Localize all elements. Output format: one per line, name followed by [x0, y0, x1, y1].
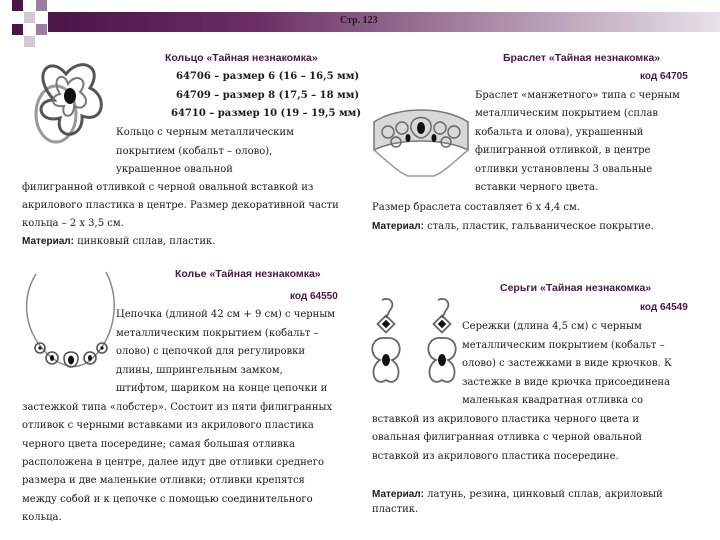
bracelet-desc-line: отливки установлены 3 овальные — [475, 164, 653, 175]
ring-desc-line: Кольцо с черным металлическим — [116, 127, 294, 138]
earrings-desc-line: металлическим покрытием (кобальт – — [462, 340, 665, 351]
bracelet-desc-line: Браслет «манжетного» типа с черным — [475, 90, 680, 101]
necklace-title: Колье «Тайная незнакомка» — [175, 268, 321, 280]
earrings-desc-line: овальная филигранная отливка с черной овальной — [372, 432, 643, 443]
necklace-desc-line: отливок с черными вставками из акрилового пластика — [22, 420, 314, 431]
earrings-desc-line: Сережки (длина 4,5 см) с черным — [462, 321, 642, 332]
earrings-desc-line: вставкой из акрилового пластика посередине. — [372, 451, 619, 462]
earrings-desc-line: вставкой из акрилового пластика черного цвета и — [372, 414, 640, 425]
ring-size: 64706 – размер 6 (16 – 16,5 мм) — [176, 71, 360, 82]
necklace-desc-line: между собой и к цепочке с помощью соединительного — [22, 494, 313, 505]
bracelet-size: Размер браслета составляет 6 х 4,4 см. — [372, 202, 580, 213]
bracelet-code: код 64705 — [640, 71, 688, 82]
necklace-image — [18, 262, 122, 382]
decor-square — [12, 24, 23, 35]
material-value: латунь, резина, цинковый сплав, акриловый — [427, 489, 663, 500]
earrings-code: код 64549 — [640, 302, 688, 313]
earrings-desc-line: олово) с застежками в виде крючков. К — [462, 358, 672, 369]
ring-desc-line: филигранной отливкой с черной овальной вставкой из — [22, 182, 314, 193]
ring-image — [20, 44, 112, 152]
bracelet-image — [368, 92, 474, 180]
ring-desc-line: украшенное овальной — [116, 164, 233, 175]
ring-desc-line: покрытием (кобальт – олово), — [116, 146, 273, 157]
necklace-desc-line: штифтом, шариком на конце цепочки и — [116, 383, 328, 394]
necklace-code: код 64550 — [290, 291, 338, 302]
bracelet-desc-line: вставки черного цвета. — [475, 182, 599, 193]
ring-desc-line: акрилового пластика в центре. Размер декоративной части — [22, 200, 339, 211]
decor-square — [36, 0, 47, 11]
ring-material — [22, 235, 215, 248]
necklace-desc-line: длины, шпрингельным замком, — [116, 365, 283, 376]
decor-square — [36, 24, 47, 35]
decor-square — [12, 0, 23, 11]
bracelet-desc-line: филигранной отливкой, в центре — [475, 145, 651, 156]
bracelet-desc-line: металлическим покрытием (сплав — [475, 108, 659, 119]
ring-size: 64709 – размер 8 (17,5 – 18 мм) — [176, 90, 360, 101]
necklace-desc-line: кольца. — [22, 512, 62, 523]
necklace-desc-line: черного цвета посередине; самая большая отливка — [22, 439, 295, 450]
necklace-desc-line: застежкой типа «лобстер». Состоит из пяти филигранных — [22, 402, 333, 413]
bracelet-desc-line: кобальта и олова), украшенный — [475, 127, 644, 138]
ring-desc-line: кольца – 2 х 3,5 см. — [22, 218, 124, 229]
earrings-image — [360, 296, 468, 400]
earrings-title: Серьги «Тайная незнакомка» — [500, 282, 652, 294]
ring-title: Кольцо «Тайная незнакомка» — [165, 52, 318, 64]
earrings-material-cont: пластик. — [372, 504, 419, 515]
earrings-desc-line: маленькая квадратная отливка со — [462, 395, 644, 406]
earrings-desc-line: застежке в виде крючка присоединена — [462, 377, 671, 388]
necklace-desc-line: расположена в центре, далее идут две отливки среднего — [22, 457, 324, 468]
header-band — [48, 12, 720, 32]
ring-size: 64710 – размер 10 (19 – 19,5 мм) — [171, 108, 362, 119]
material-label: Материал: — [22, 236, 74, 247]
necklace-desc-line: размера и две маленькие отливки; отливки крепятся — [22, 475, 305, 486]
material-label: Материал: — [372, 489, 424, 500]
bracelet-title: Браслет «Тайная незнакомка» — [503, 52, 661, 64]
material-value: цинковый сплав, пластик. — [77, 236, 216, 247]
material-value: сталь, пластик, гальваническое покрытие. — [427, 221, 654, 232]
necklace-desc-line: олово) с цепочкой для регулировки — [116, 346, 306, 357]
earrings-material — [372, 488, 663, 501]
material-label: Материал: — [372, 221, 424, 232]
necklace-desc-line: металлическим покрытием (кобальт – — [116, 328, 319, 339]
page-number: Стр. 123 — [340, 15, 378, 26]
decor-square — [24, 12, 35, 23]
necklace-desc-line: Цепочка (длиной 42 см + 9 см) с черным — [116, 309, 336, 320]
bracelet-material — [372, 220, 654, 233]
